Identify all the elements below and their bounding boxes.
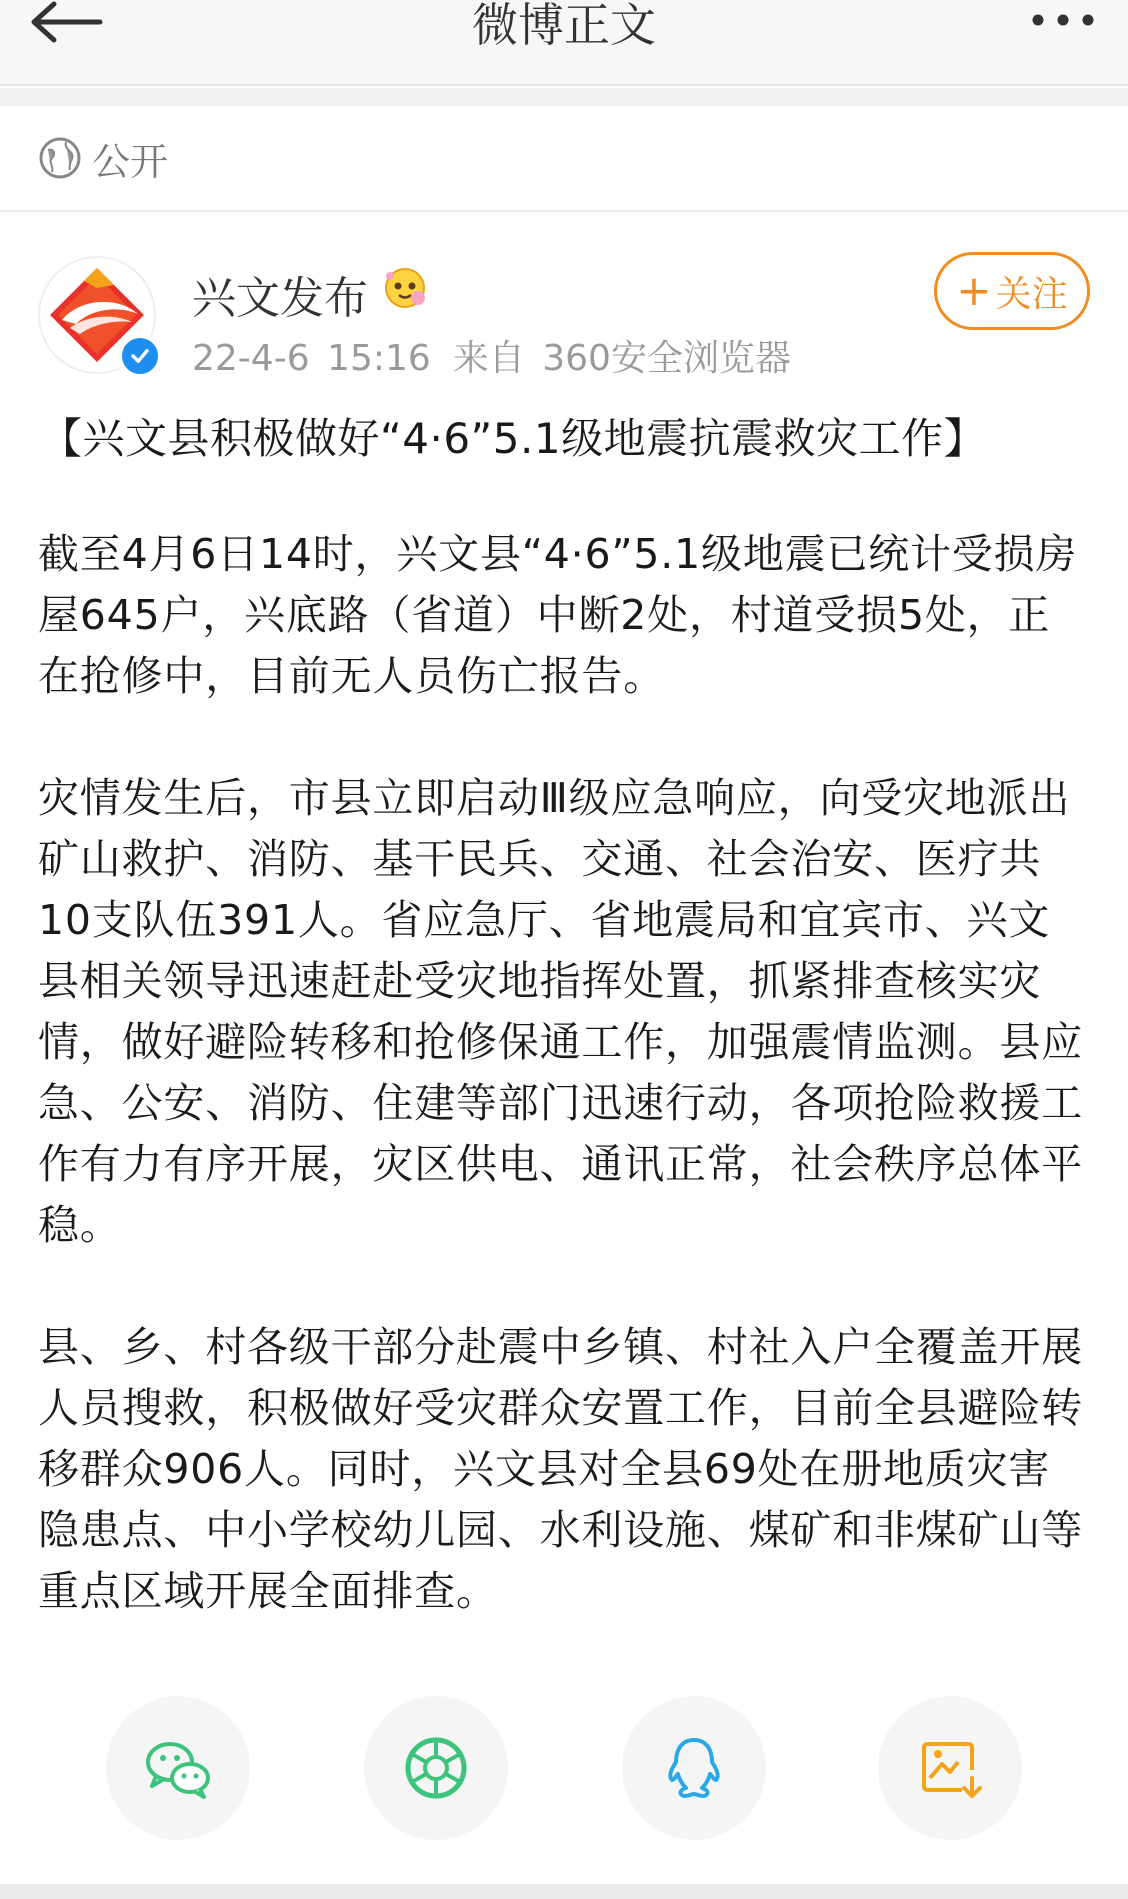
save-image-button[interactable] <box>878 1696 1022 1840</box>
post-timestamp: 22-4-6 15:16 <box>192 338 431 379</box>
more-dots-icon <box>1018 6 1108 46</box>
moments-icon <box>400 1732 472 1804</box>
member-emoji-icon <box>380 262 430 312</box>
section-gap <box>0 88 1128 106</box>
post-paragraph: 截至4月6日14时，兴文县“4·6”5.1级地震已统计受损房屋645户，兴底路（省道）中断2处，村道受损5处，正在抢修中，目前无人员伤亡报告。 <box>38 530 1078 700</box>
arrow-left-icon <box>28 0 108 60</box>
post-meta <box>192 330 791 381</box>
follow-label: 关注 <box>995 273 1068 315</box>
follow-button[interactable] <box>934 252 1090 330</box>
share-moments-button[interactable] <box>364 1696 508 1840</box>
bottom-band <box>0 1884 1128 1899</box>
plus-icon: + <box>956 266 992 315</box>
post-paragraph: 灾情发生后，市县立即启动Ⅲ级应急响应，向受灾地派出矿山救护、消防、基干民兵、交通、社会治安、医疗共10支队伍391人。省应急厅、省地震局和宜宾市、兴文县相关领导迅速赶赴受灾地指挥处置，抓紧排查核实灾情，做好避险转移和抢修保通工作，加强震情监测。县应急、公安、消防、住建等部门迅速行动，各项抢险救援工作有力有序开展，灾区供电、通讯正常，社会秩序总体平稳。 <box>38 774 1083 1249</box>
wechat-icon <box>142 1732 214 1804</box>
save-image-icon <box>914 1732 986 1804</box>
more-button[interactable] <box>1018 6 1108 46</box>
post-body <box>38 524 1088 1683</box>
post-title: 【兴文县积极做好“4·6”5.1级地震抗震救灾工作】 <box>40 414 987 463</box>
post-paragraph: 县、乡、村各级干部分赴震中乡镇、村社入户全覆盖开展人员搜救，积极做好受灾群众安置工作，目前全县避险转移群众906人。同时，兴文县对全县69处在册地质灾害隐患点、中小学校幼儿园、水利设施、煤矿和非煤矿山等重点区域开展全面排查。 <box>38 1323 1083 1615</box>
verified-check-icon <box>118 334 162 378</box>
share-qq-button[interactable] <box>622 1696 766 1840</box>
top-bar <box>0 0 1128 86</box>
back-button[interactable] <box>28 0 108 60</box>
qq-icon <box>658 1732 730 1804</box>
page-title: 微博正文 <box>472 0 656 52</box>
post-source: 来自 360安全浏览器 <box>452 338 791 379</box>
globe-icon <box>38 136 82 180</box>
visibility-row <box>0 106 1128 212</box>
author-name[interactable]: 兴文发布 <box>192 273 368 324</box>
visibility-label: 公开 <box>92 139 169 184</box>
share-row <box>0 1696 1128 1846</box>
share-wechat-button[interactable] <box>106 1696 250 1840</box>
